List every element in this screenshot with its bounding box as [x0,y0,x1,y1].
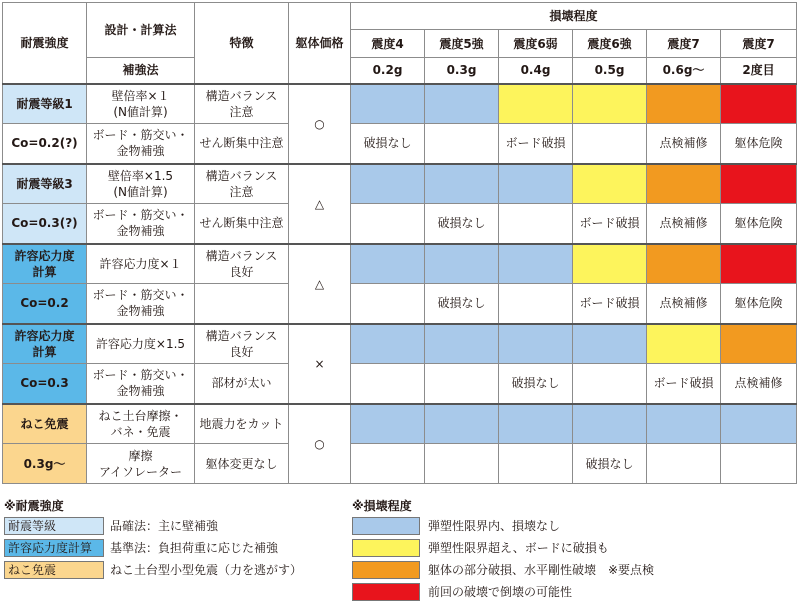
damage-color-cell [721,84,797,124]
damage-label: 点検補修 [647,204,721,244]
header-scale-5: 震度7 [721,30,797,58]
header-gal-5: 2度目 [721,58,797,84]
cell-line: 金物補強 [116,224,165,239]
cell-line: (N値計算) [113,104,168,119]
header-gal-2: 0.4g [499,58,573,84]
damage-color-cell [573,404,647,444]
header-scale-0: 震度4 [351,30,425,58]
cell-line: 部材が太い [211,376,272,391]
damage-color-cell [425,404,499,444]
cell-line: ボード・筋交い・ [92,368,189,383]
co-value: Co=0.3 [3,364,87,404]
price-mark: △ [289,244,351,324]
feature-2 [195,364,289,404]
damage-label: 破損なし [425,204,499,244]
reinforce-method [87,284,195,324]
damage-label [573,364,647,404]
header-reinforce: 補強法 [87,58,195,84]
price-mark: × [289,324,351,404]
legend-strength-title: ※耐震強度 [4,499,64,513]
header-feature: 特徴 [195,3,289,84]
co-value: 0.3g〜 [3,444,87,484]
design-method [87,164,195,204]
damage-label: 破損なし [425,284,499,324]
legend-strength-swatch: 許容応力度計算 [4,539,104,557]
damage-color-cell [499,84,573,124]
feature-2 [195,124,289,164]
damage-color-cell [425,244,499,284]
damage-label: 破損なし [351,124,425,164]
header-scale-4: 震度7 [647,30,721,58]
cell-line: 良好 [229,344,254,359]
damage-label: ボード破損 [573,284,647,324]
damage-color-cell [351,324,425,364]
legend-damage-text: 前回の破壊で倒壊の可能性 [428,585,573,599]
damage-color-cell [721,324,797,364]
legend-damage-text: 躯体の部分破損、水平剛性破壊 ※要点検 [428,563,655,577]
damage-color-cell [425,84,499,124]
co-value: Co=0.2(?) [3,124,87,164]
cell-line: 躯体変更なし [205,456,278,471]
header-gal-1: 0.3g [425,58,499,84]
damage-label: 点検補修 [647,284,721,324]
price-mark: ○ [289,404,351,484]
damage-color-cell [351,244,425,284]
damage-color-cell [351,404,425,444]
header-scale-1: 震度5強 [425,30,499,58]
damage-color-cell [647,164,721,204]
cell-line: せん断集中注意 [199,216,284,231]
damage-label: 躯体危険 [721,124,797,164]
damage-label [351,364,425,404]
legend-damage-text: 弾塑性限界超え、ボードに破損も [428,541,609,555]
feature-2 [195,284,289,324]
damage-color-cell [499,324,573,364]
damage-color-cell [351,164,425,204]
damage-label: 破損なし [499,364,573,404]
header-gal-0: 0.2g [351,58,425,84]
damage-label: ボード破損 [573,204,647,244]
legend-strength-swatch: 耐震等級 [4,517,104,535]
strength-name: 許容応力度計算 [3,324,87,364]
damage-label [721,444,797,484]
damage-label [499,204,573,244]
header-strength: 耐震強度 [3,3,87,84]
damage-label: 点検補修 [647,124,721,164]
co-value: Co=0.3(?) [3,204,87,244]
cell-line: 注意 [229,184,254,199]
header-scale-3: 震度6強 [573,30,647,58]
damage-color-cell [425,164,499,204]
damage-label [351,444,425,484]
damage-label [425,444,499,484]
reinforce-method [87,204,195,244]
cell-line: 許容応力度×1.5 [95,336,186,351]
cell-line: アイソレーター [99,464,182,479]
damage-label [425,124,499,164]
reinforce-method [87,364,195,404]
header-design: 設計・計算法 [87,3,195,58]
price-mark: △ [289,164,351,244]
legend-damage-swatch [352,539,420,557]
feature-2 [195,204,289,244]
damage-color-cell [573,84,647,124]
cell-line: ボード・筋交い・ [92,208,189,223]
feature-1 [195,404,289,444]
header-scale-2: 震度6弱 [499,30,573,58]
cell-line: 壁倍率×１ [111,88,170,103]
cell-line: 構造バランス [205,88,278,103]
cell-line: 金物補強 [116,144,165,159]
legend-damage-swatch [352,583,420,601]
reinforce-method [87,444,195,484]
legend-damage-text: 弾塑性限界内、損壊なし [428,519,561,533]
price-mark: ○ [289,84,351,164]
damage-color-cell [573,324,647,364]
strength-name: 耐震等級3 [3,164,87,204]
damage-label: ボード破損 [647,364,721,404]
cell-line: 壁倍率×1.5 [107,168,174,183]
cell-line: 注意 [229,104,254,119]
design-method [87,404,195,444]
legend-strength-text: 品確法：主に壁補強 [110,519,219,533]
feature-1 [195,244,289,284]
damage-color-cell [573,164,647,204]
header-gal-4: 0.6g〜 [647,58,721,84]
damage-color-cell [499,164,573,204]
strength-name: ねこ免震 [3,404,87,444]
damage-color-cell [647,84,721,124]
cell-line: 金物補強 [116,304,165,319]
damage-label [573,124,647,164]
feature-1 [195,84,289,124]
header-gal-3: 0.5g [573,58,647,84]
damage-color-cell [351,84,425,124]
feature-2 [195,444,289,484]
cell-line: せん断集中注意 [199,136,284,151]
header-price: 躯体価格 [289,3,351,84]
damage-color-cell [499,404,573,444]
cell-line: 構造バランス [205,328,278,343]
cell-line: 地震力をカット [199,416,284,431]
design-method [87,324,195,364]
damage-label [425,364,499,404]
damage-label [351,284,425,324]
damage-color-cell [499,244,573,284]
legend-strength-swatch: ねこ免震 [4,561,104,579]
cell-line: ボード・筋交い・ [92,288,189,303]
damage-color-cell [647,244,721,284]
damage-color-cell [573,244,647,284]
strength-name: 許容応力度計算 [3,244,87,284]
strength-name: 耐震等級1 [3,84,87,124]
damage-label [499,444,573,484]
damage-label: 躯体危険 [721,204,797,244]
damage-color-cell [721,404,797,444]
reinforce-method [87,124,195,164]
design-method [87,244,195,284]
design-method [87,84,195,124]
damage-label: 破損なし [573,444,647,484]
damage-color-cell [647,324,721,364]
legend-damage-swatch [352,517,420,535]
damage-table [2,2,797,484]
damage-label [499,284,573,324]
legend-damage-swatch [352,561,420,579]
legend-strength-text: ねこ土台型小型免震（力を逃がす） [110,563,303,577]
feature-1 [195,164,289,204]
cell-line: 構造バランス [205,168,278,183]
cell-line: バネ・免震 [110,424,171,439]
damage-label: 躯体危険 [721,284,797,324]
cell-line: ボード・筋交い・ [92,128,189,143]
cell-line: (N値計算) [113,184,168,199]
feature-1 [195,324,289,364]
legend-strength-text: 基準法：負担荷重に応じた補強 [110,541,279,555]
damage-label: 点検補修 [721,364,797,404]
legend-damage-title: ※損壊程度 [352,499,412,513]
damage-label [351,204,425,244]
cell-line: 構造バランス [205,248,278,263]
cell-line: ねこ土台摩擦・ [98,408,183,423]
damage-color-cell [721,244,797,284]
damage-color-cell [425,324,499,364]
damage-label: ボード破損 [499,124,573,164]
co-value: Co=0.2 [3,284,87,324]
header-damage: 損壊程度 [351,3,797,30]
cell-line: 金物補強 [116,384,165,399]
damage-color-cell [721,164,797,204]
damage-color-cell [647,404,721,444]
cell-line: 摩擦 [128,448,153,463]
cell-line: 許容応力度×１ [99,256,182,271]
cell-line: 良好 [229,264,254,279]
damage-label [647,444,721,484]
